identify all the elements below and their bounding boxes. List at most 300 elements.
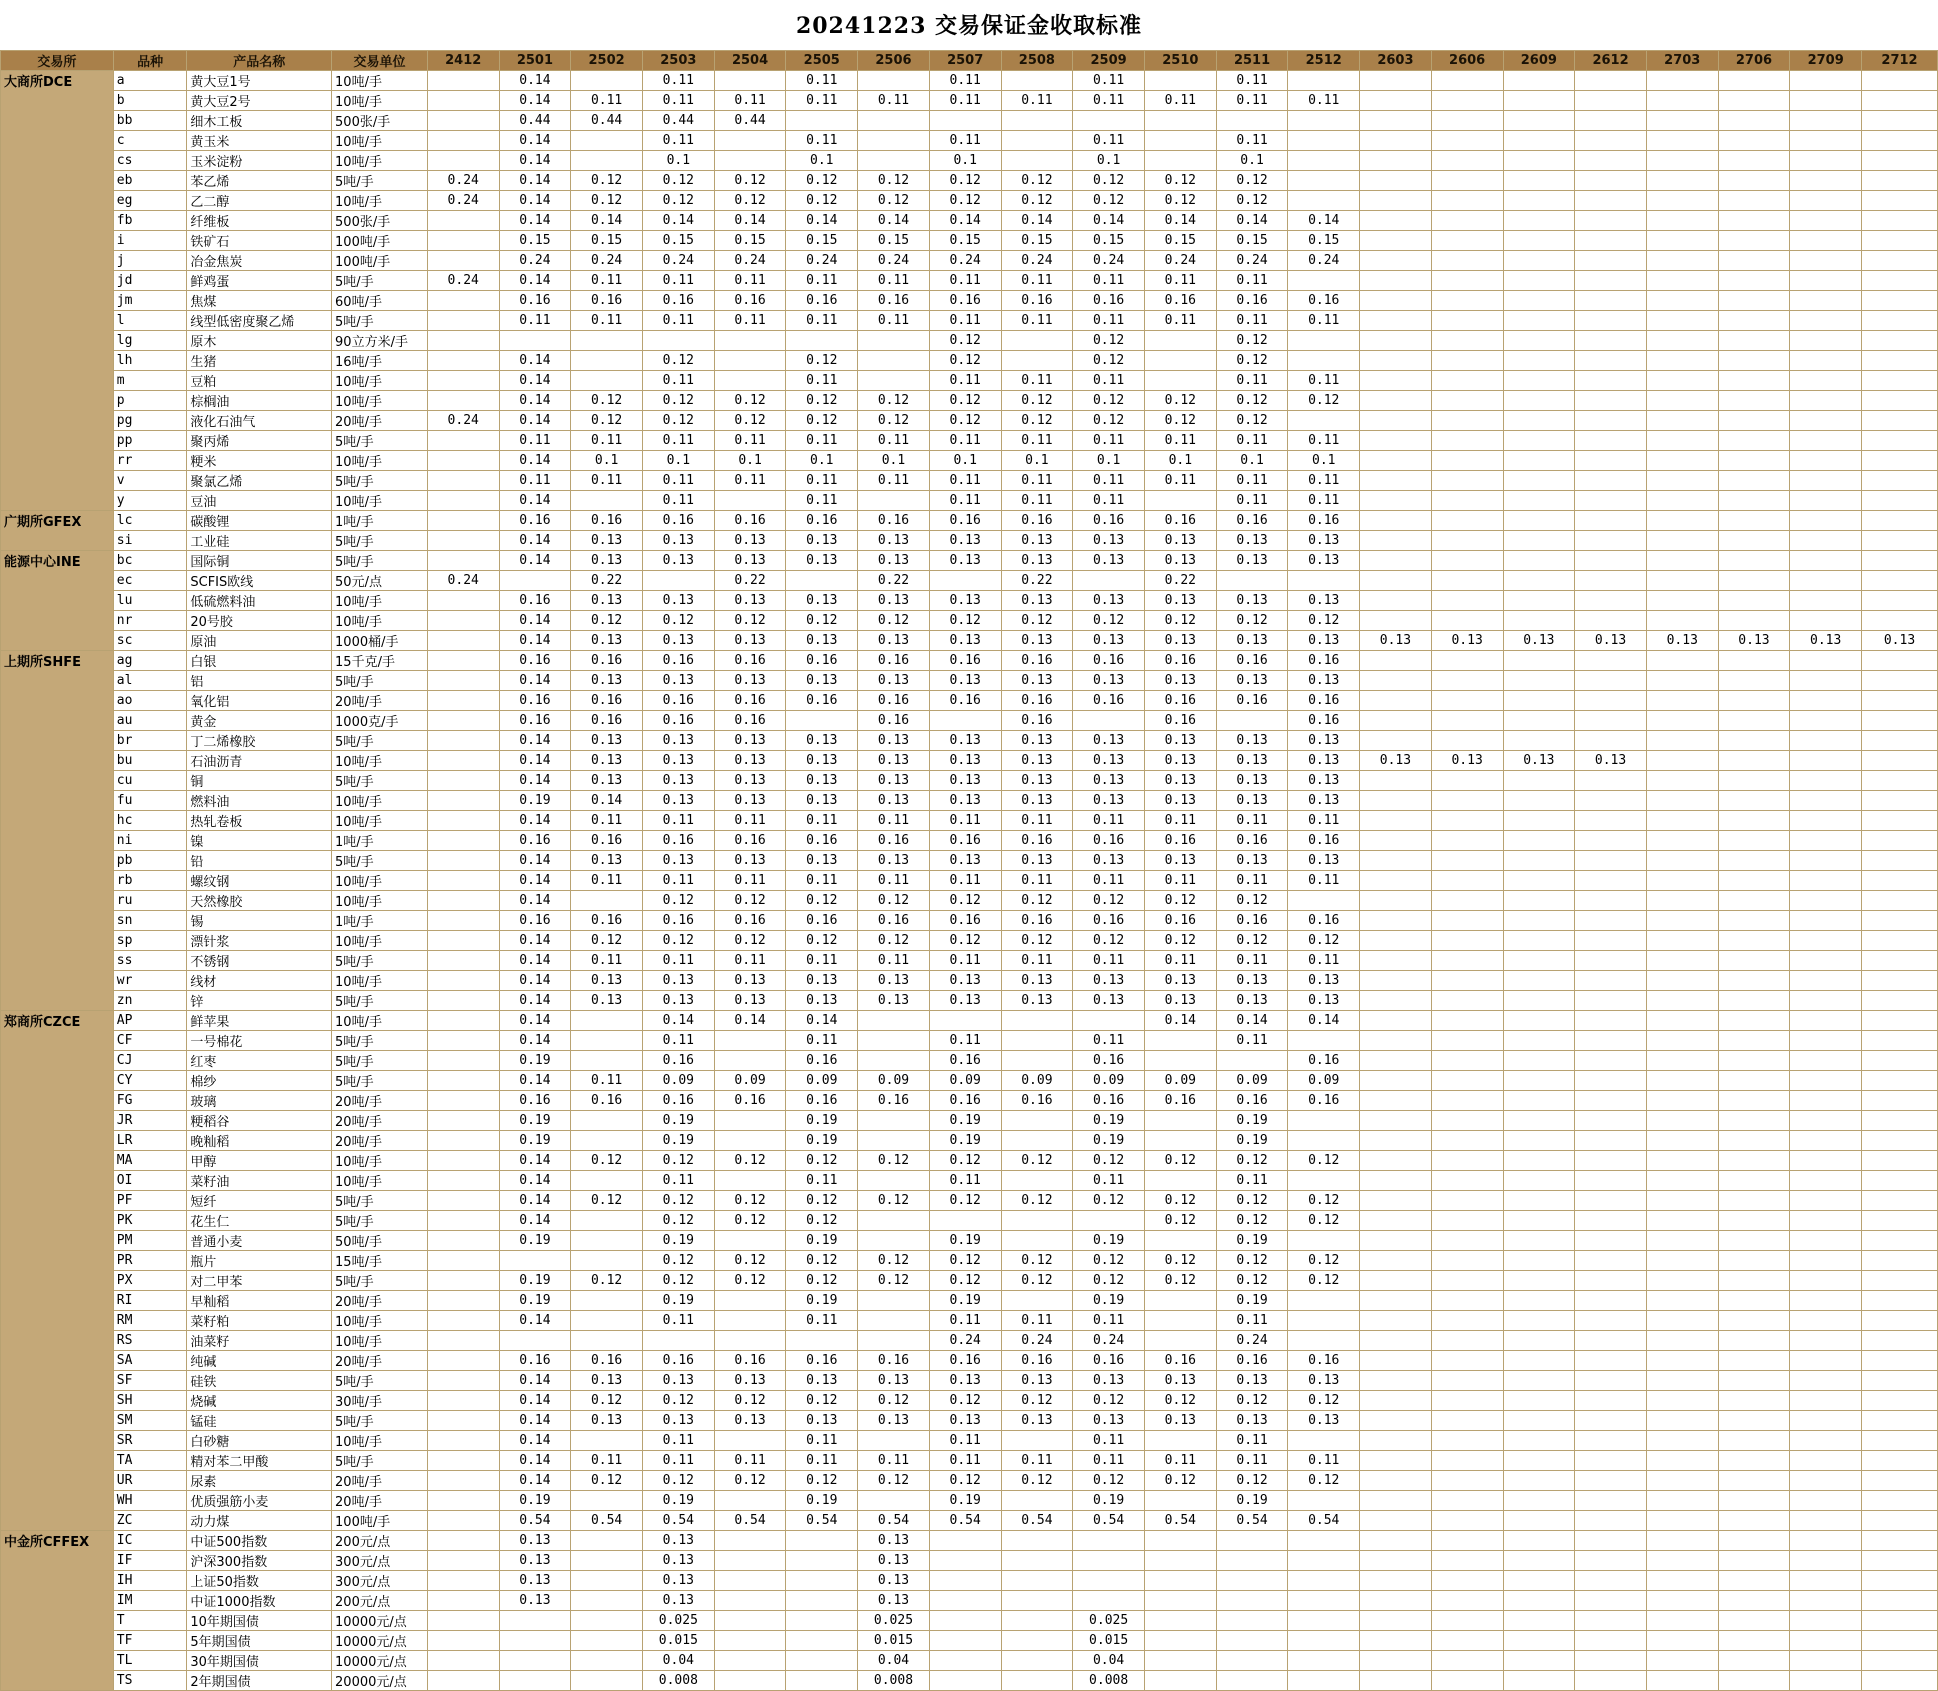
margin-rate-cell (571, 1331, 643, 1351)
margin-rate-cell (1790, 1171, 1862, 1191)
margin-rate-cell: 0.16 (714, 1091, 786, 1111)
margin-rate-cell: 0.12 (1216, 1151, 1288, 1171)
margin-rate-cell: 0.16 (1144, 691, 1216, 711)
margin-rate-cell (1431, 1491, 1503, 1511)
margin-rate-cell: 0.12 (1001, 391, 1073, 411)
product-name-cell: 黄金 (187, 711, 332, 731)
margin-rate-cell (1862, 1231, 1938, 1251)
margin-rate-cell (1790, 791, 1862, 811)
margin-rate-cell: 0.14 (1144, 1011, 1216, 1031)
margin-rate-cell: 0.24 (427, 191, 499, 211)
margin-rate-cell: 0.13 (1073, 591, 1145, 611)
product-name-cell: 黄大豆2号 (187, 91, 332, 111)
margin-rate-cell: 0.16 (929, 1051, 1001, 1071)
margin-rate-cell (427, 1591, 499, 1611)
margin-rate-cell (1790, 371, 1862, 391)
margin-rate-cell: 0.11 (571, 871, 643, 891)
product-name-cell: 玻璃 (187, 1091, 332, 1111)
margin-rate-cell (1431, 371, 1503, 391)
table-row (1, 1311, 1938, 1331)
product-code-cell: y (113, 491, 187, 511)
product-code-cell: br (113, 731, 187, 751)
margin-rate-cell (786, 1591, 858, 1611)
margin-rate-cell (1718, 451, 1790, 471)
margin-rate-cell: 0.12 (1144, 411, 1216, 431)
margin-rate-cell: 0.14 (1216, 211, 1288, 231)
margin-rate-cell: 0.13 (571, 851, 643, 871)
trading-unit-cell: 10吨/手 (332, 751, 428, 771)
margin-rate-cell: 0.12 (1216, 891, 1288, 911)
margin-rate-cell: 0.16 (929, 511, 1001, 531)
trading-unit-cell: 5吨/手 (332, 1031, 428, 1051)
margin-rate-cell: 0.11 (1216, 491, 1288, 511)
margin-rate-cell: 0.14 (499, 1471, 571, 1491)
margin-rate-cell: 0.16 (1216, 831, 1288, 851)
margin-rate-cell (858, 1171, 930, 1191)
margin-rate-cell (1360, 1611, 1432, 1631)
product-code-cell: si (113, 531, 187, 551)
margin-rate-cell (929, 1651, 1001, 1671)
margin-rate-cell: 0.11 (1216, 91, 1288, 111)
margin-rate-cell: 0.13 (642, 1591, 714, 1611)
margin-rate-cell (714, 1631, 786, 1651)
margin-rate-cell: 0.16 (499, 1351, 571, 1371)
product-name-cell: 沪深300指数 (187, 1551, 332, 1571)
margin-rate-cell (1862, 1071, 1938, 1091)
margin-rate-cell: 0.16 (642, 911, 714, 931)
margin-rate-cell: 0.13 (1001, 631, 1073, 651)
margin-rate-cell (1790, 1231, 1862, 1251)
table-row (1, 431, 1938, 451)
margin-rate-cell (1216, 1631, 1288, 1651)
margin-rate-cell (1216, 1571, 1288, 1591)
margin-rate-cell (786, 1331, 858, 1351)
margin-rate-cell (1360, 231, 1432, 251)
margin-rate-cell (1718, 651, 1790, 671)
margin-rate-cell: 0.13 (1216, 631, 1288, 651)
margin-rate-cell: 0.13 (1646, 631, 1718, 651)
margin-rate-cell: 0.11 (642, 431, 714, 451)
margin-rate-cell (1790, 1111, 1862, 1131)
margin-rate-cell (1575, 1631, 1647, 1651)
margin-rate-cell: 0.11 (1216, 811, 1288, 831)
margin-rate-cell (1790, 191, 1862, 211)
margin-rate-cell (1718, 831, 1790, 851)
margin-rate-cell (1575, 931, 1647, 951)
margin-rate-cell: 0.11 (642, 71, 714, 91)
margin-rate-cell (1862, 351, 1938, 371)
margin-rate-cell: 0.13 (642, 531, 714, 551)
product-code-cell: sn (113, 911, 187, 931)
margin-rate-cell (1790, 1271, 1862, 1291)
table-row (1, 1611, 1938, 1631)
product-code-cell: RM (113, 1311, 187, 1331)
table-row (1, 1011, 1938, 1031)
margin-rate-cell: 0.11 (858, 1451, 930, 1471)
margin-rate-cell (1360, 431, 1432, 451)
margin-rate-cell: 0.12 (1216, 1191, 1288, 1211)
margin-rate-cell (714, 71, 786, 91)
margin-rate-cell (1144, 111, 1216, 131)
margin-rate-cell (1790, 751, 1862, 771)
margin-rate-cell (1790, 271, 1862, 291)
margin-rate-cell: 0.12 (858, 391, 930, 411)
margin-rate-cell: 0.015 (1073, 1631, 1145, 1651)
margin-rate-cell (427, 711, 499, 731)
margin-rate-cell (1431, 1231, 1503, 1251)
trading-unit-cell: 10吨/手 (332, 151, 428, 171)
margin-rate-cell (1862, 791, 1938, 811)
margin-rate-cell: 0.12 (858, 931, 930, 951)
table-row (1, 791, 1938, 811)
margin-rate-cell (1790, 571, 1862, 591)
margin-rate-cell (1431, 691, 1503, 711)
margin-rate-cell: 0.11 (1073, 71, 1145, 91)
margin-rate-cell (1575, 471, 1647, 491)
margin-rate-cell (1503, 931, 1575, 951)
margin-rate-cell: 0.09 (1288, 1071, 1360, 1091)
margin-rate-cell: 0.13 (1431, 631, 1503, 651)
margin-rate-cell: 0.16 (1216, 1091, 1288, 1111)
margin-rate-cell: 0.16 (642, 1091, 714, 1111)
margin-rate-cell: 0.13 (714, 1411, 786, 1431)
product-name-cell: 铁矿石 (187, 231, 332, 251)
margin-rate-cell: 0.13 (642, 751, 714, 771)
margin-rate-cell: 0.44 (642, 111, 714, 131)
margin-rate-cell: 0.16 (1288, 1351, 1360, 1371)
margin-rate-cell (1718, 951, 1790, 971)
margin-rate-cell (571, 491, 643, 511)
margin-rate-cell (1360, 671, 1432, 691)
margin-rate-cell (1503, 1231, 1575, 1251)
product-code-cell: nr (113, 611, 187, 631)
margin-rate-cell (1646, 431, 1718, 451)
contract-month-header: 2612 (1575, 51, 1647, 71)
contract-month-header: 2609 (1503, 51, 1575, 71)
margin-rate-cell: 0.11 (929, 1311, 1001, 1331)
margin-rate-cell (1718, 251, 1790, 271)
margin-rate-cell (1001, 1431, 1073, 1451)
margin-rate-cell (1862, 1311, 1938, 1331)
margin-rate-cell (858, 131, 930, 151)
margin-rate-cell: 0.13 (1216, 991, 1288, 1011)
margin-rate-cell: 0.13 (858, 1371, 930, 1391)
margin-rate-cell: 0.16 (1216, 691, 1288, 711)
margin-rate-cell (1288, 131, 1360, 151)
margin-rate-cell (499, 1251, 571, 1271)
margin-rate-cell (1360, 311, 1432, 331)
margin-rate-cell (1431, 1091, 1503, 1111)
margin-rate-cell: 0.12 (858, 891, 930, 911)
margin-rate-cell (1288, 1111, 1360, 1131)
margin-rate-cell: 0.24 (1073, 1331, 1145, 1351)
margin-rate-cell (1862, 671, 1938, 691)
margin-rate-cell: 0.15 (499, 231, 571, 251)
margin-rate-cell (1790, 911, 1862, 931)
margin-rate-cell (1646, 791, 1718, 811)
margin-rate-cell (1144, 1551, 1216, 1571)
margin-rate-cell: 0.54 (499, 1511, 571, 1531)
margin-rate-cell: 0.12 (1144, 1271, 1216, 1291)
margin-rate-cell (1503, 1011, 1575, 1031)
margin-rate-cell (1503, 1411, 1575, 1431)
margin-rate-cell: 0.16 (1001, 831, 1073, 851)
margin-rate-cell: 0.11 (786, 71, 858, 91)
margin-rate-cell: 0.15 (786, 231, 858, 251)
margin-rate-cell: 0.14 (786, 1011, 858, 1031)
margin-rate-cell: 0.54 (714, 1511, 786, 1531)
margin-rate-cell: 0.16 (1144, 1351, 1216, 1371)
margin-rate-cell (1575, 571, 1647, 591)
margin-rate-cell (1503, 1631, 1575, 1651)
margin-rate-cell (1718, 1611, 1790, 1631)
table-row (1, 551, 1938, 571)
contract-month-header: 2501 (499, 51, 571, 71)
margin-rate-cell (1862, 311, 1938, 331)
margin-rate-cell (1144, 1331, 1216, 1351)
margin-rate-cell (1431, 1631, 1503, 1651)
margin-rate-cell: 0.11 (786, 371, 858, 391)
margin-rate-cell (1575, 1171, 1647, 1191)
product-name-cell: 国际铜 (187, 551, 332, 571)
margin-rate-cell: 0.13 (1144, 751, 1216, 771)
margin-rate-cell (427, 211, 499, 231)
margin-rate-cell: 0.11 (858, 871, 930, 891)
margin-rate-cell: 0.12 (858, 411, 930, 431)
margin-rate-cell (1575, 311, 1647, 331)
margin-rate-cell (1862, 1351, 1938, 1371)
margin-rate-cell (1360, 1671, 1432, 1691)
margin-rate-cell: 0.12 (1073, 171, 1145, 191)
margin-rate-cell: 0.11 (929, 1171, 1001, 1191)
margin-rate-cell (1718, 591, 1790, 611)
table-row (1, 91, 1938, 111)
margin-rate-cell (642, 571, 714, 591)
margin-rate-cell (1001, 1571, 1073, 1591)
margin-rate-cell (1431, 891, 1503, 911)
product-name-cell: 燃料油 (187, 791, 332, 811)
margin-rate-cell (1575, 1191, 1647, 1211)
margin-rate-cell: 0.13 (1144, 731, 1216, 751)
margin-rate-cell (929, 1531, 1001, 1551)
margin-rate-cell (1503, 151, 1575, 171)
product-name-cell: 生猪 (187, 351, 332, 371)
margin-rate-cell (1575, 1331, 1647, 1351)
margin-rate-cell (1503, 651, 1575, 671)
margin-rate-cell (1503, 171, 1575, 191)
margin-rate-cell (1790, 511, 1862, 531)
margin-rate-cell (1646, 1151, 1718, 1171)
margin-rate-cell: 0.1 (571, 451, 643, 471)
margin-rate-cell: 0.12 (642, 351, 714, 371)
margin-rate-cell (1646, 1411, 1718, 1431)
margin-rate-cell: 0.14 (499, 451, 571, 471)
trading-unit-cell: 20吨/手 (332, 1491, 428, 1511)
margin-rate-cell (1288, 1571, 1360, 1591)
margin-rate-cell: 0.14 (499, 191, 571, 211)
margin-rate-cell (1073, 1211, 1145, 1231)
product-code-cell: PR (113, 1251, 187, 1271)
margin-rate-cell (714, 151, 786, 171)
margin-rate-cell (1360, 871, 1432, 891)
margin-rate-cell (1216, 1651, 1288, 1671)
margin-rate-cell (1575, 1031, 1647, 1051)
margin-rate-cell (1862, 1471, 1938, 1491)
margin-rate-cell (1503, 711, 1575, 731)
trading-unit-cell: 5吨/手 (332, 1411, 428, 1431)
margin-rate-cell (1790, 851, 1862, 871)
margin-rate-cell (1575, 1571, 1647, 1591)
margin-rate-cell: 0.14 (499, 611, 571, 631)
margin-rate-cell (1431, 971, 1503, 991)
table-row (1, 1211, 1938, 1231)
table-row (1, 191, 1938, 211)
margin-rate-cell (1503, 1431, 1575, 1451)
margin-rate-cell: 0.16 (858, 291, 930, 311)
margin-rate-cell (1790, 591, 1862, 611)
contract-month-header: 2706 (1718, 51, 1790, 71)
margin-rate-cell: 0.14 (499, 1431, 571, 1451)
margin-rate-cell (1503, 971, 1575, 991)
margin-rate-cell (1718, 1191, 1790, 1211)
contract-month-header: 2512 (1288, 51, 1360, 71)
margin-rate-cell (1862, 991, 1938, 1011)
margin-rate-cell (1646, 971, 1718, 991)
margin-rate-cell: 0.24 (1001, 1331, 1073, 1351)
margin-rate-cell: 0.24 (642, 251, 714, 271)
margin-rate-cell (1360, 131, 1432, 151)
product-name-cell: 漂针浆 (187, 931, 332, 951)
margin-rate-cell: 0.15 (642, 231, 714, 251)
margin-rate-cell: 0.14 (499, 411, 571, 431)
margin-rate-cell: 0.19 (929, 1291, 1001, 1311)
margin-rate-cell (1862, 531, 1938, 551)
margin-rate-cell (1646, 111, 1718, 131)
margin-rate-cell (1575, 1411, 1647, 1431)
margin-rate-cell (1790, 131, 1862, 151)
product-code-cell: al (113, 671, 187, 691)
table-row (1, 471, 1938, 491)
margin-rate-cell: 0.13 (1216, 591, 1288, 611)
margin-rate-cell: 0.11 (642, 91, 714, 111)
margin-rate-cell: 0.11 (1001, 1451, 1073, 1471)
margin-rate-cell: 0.12 (1144, 611, 1216, 631)
margin-rate-cell: 0.12 (1288, 1391, 1360, 1411)
margin-rate-cell: 0.13 (858, 751, 930, 771)
margin-rate-cell (1646, 1311, 1718, 1331)
margin-rate-cell (1718, 311, 1790, 331)
product-name-cell: 丁二烯橡胶 (187, 731, 332, 751)
margin-rate-cell: 0.11 (1288, 811, 1360, 831)
margin-rate-cell (1144, 1231, 1216, 1251)
margin-rate-cell: 0.16 (858, 651, 930, 671)
margin-rate-cell: 0.13 (571, 631, 643, 651)
margin-rate-cell (1646, 611, 1718, 631)
margin-rate-cell (1646, 291, 1718, 311)
margin-rate-cell: 0.12 (929, 1271, 1001, 1291)
margin-rate-cell: 0.12 (1073, 1191, 1145, 1211)
margin-rate-cell: 0.13 (1288, 791, 1360, 811)
product-code-cell: TS (113, 1671, 187, 1691)
margin-rate-cell: 0.11 (1073, 491, 1145, 511)
product-code-cell: pp (113, 431, 187, 451)
margin-rate-cell: 0.11 (1288, 91, 1360, 111)
margin-rate-cell (714, 331, 786, 351)
margin-rate-cell: 0.11 (1073, 1031, 1145, 1051)
product-name-cell: 菜籽油 (187, 1171, 332, 1191)
margin-rate-cell: 0.13 (1144, 1371, 1216, 1391)
margin-rate-cell (1503, 1391, 1575, 1411)
margin-rate-cell (1360, 1651, 1432, 1671)
margin-rate-cell (1718, 431, 1790, 451)
margin-rate-cell: 0.16 (571, 831, 643, 851)
margin-rate-cell (1862, 511, 1938, 531)
margin-rate-cell: 0.16 (1073, 511, 1145, 531)
margin-rate-cell (1790, 1251, 1862, 1271)
margin-rate-cell: 0.16 (571, 911, 643, 931)
margin-rate-cell (1360, 1371, 1432, 1391)
table-row (1, 131, 1938, 151)
margin-rate-cell: 0.13 (1144, 991, 1216, 1011)
margin-rate-cell (1144, 1671, 1216, 1691)
margin-rate-cell: 0.12 (1073, 1151, 1145, 1171)
margin-rate-cell: 0.12 (1001, 1391, 1073, 1411)
table-row (1, 731, 1938, 751)
margin-rate-cell: 0.13 (1790, 631, 1862, 651)
margin-rate-cell (1360, 1151, 1432, 1171)
margin-rate-cell: 0.12 (1144, 891, 1216, 911)
trading-unit-cell: 20吨/手 (332, 1111, 428, 1131)
margin-rate-cell: 0.15 (1216, 231, 1288, 251)
margin-rate-cell (714, 1051, 786, 1071)
margin-rate-cell: 0.13 (1073, 551, 1145, 571)
trading-unit-cell: 5吨/手 (332, 171, 428, 191)
margin-rate-cell (427, 1651, 499, 1671)
margin-rate-cell (1431, 1031, 1503, 1051)
exchange-cell: 上期所SHFE (1, 651, 114, 1011)
margin-rate-cell: 0.11 (858, 91, 930, 111)
margin-rate-cell (1646, 531, 1718, 551)
product-code-cell: jm (113, 291, 187, 311)
margin-rate-cell: 0.13 (1288, 551, 1360, 571)
margin-rate-cell: 0.11 (1073, 871, 1145, 891)
margin-rate-cell (1575, 1551, 1647, 1571)
margin-rate-cell: 0.14 (499, 731, 571, 751)
margin-rate-cell: 0.11 (1001, 371, 1073, 391)
margin-rate-cell: 0.11 (1216, 431, 1288, 451)
margin-rate-cell (1790, 891, 1862, 911)
margin-rate-cell (1503, 911, 1575, 931)
margin-rate-cell (1431, 1311, 1503, 1331)
contract-month-header: 2712 (1862, 51, 1938, 71)
margin-rate-cell: 0.14 (499, 1211, 571, 1231)
margin-rate-cell (1503, 1211, 1575, 1231)
margin-rate-cell: 0.11 (1216, 871, 1288, 891)
margin-rate-cell: 0.11 (1216, 951, 1288, 971)
margin-rate-cell (786, 1551, 858, 1571)
margin-rate-cell: 0.13 (1144, 771, 1216, 791)
product-name-cell: 镍 (187, 831, 332, 851)
margin-rate-cell (1575, 1311, 1647, 1331)
product-code-cell: j (113, 251, 187, 271)
margin-rate-cell (1646, 411, 1718, 431)
product-code-cell: ag (113, 651, 187, 671)
product-name-cell: 早籼稻 (187, 1291, 332, 1311)
margin-rate-cell: 0.11 (929, 491, 1001, 511)
margin-rate-cell (1790, 251, 1862, 271)
contract-month-header: 2510 (1144, 51, 1216, 71)
margin-rate-cell (1646, 1051, 1718, 1071)
